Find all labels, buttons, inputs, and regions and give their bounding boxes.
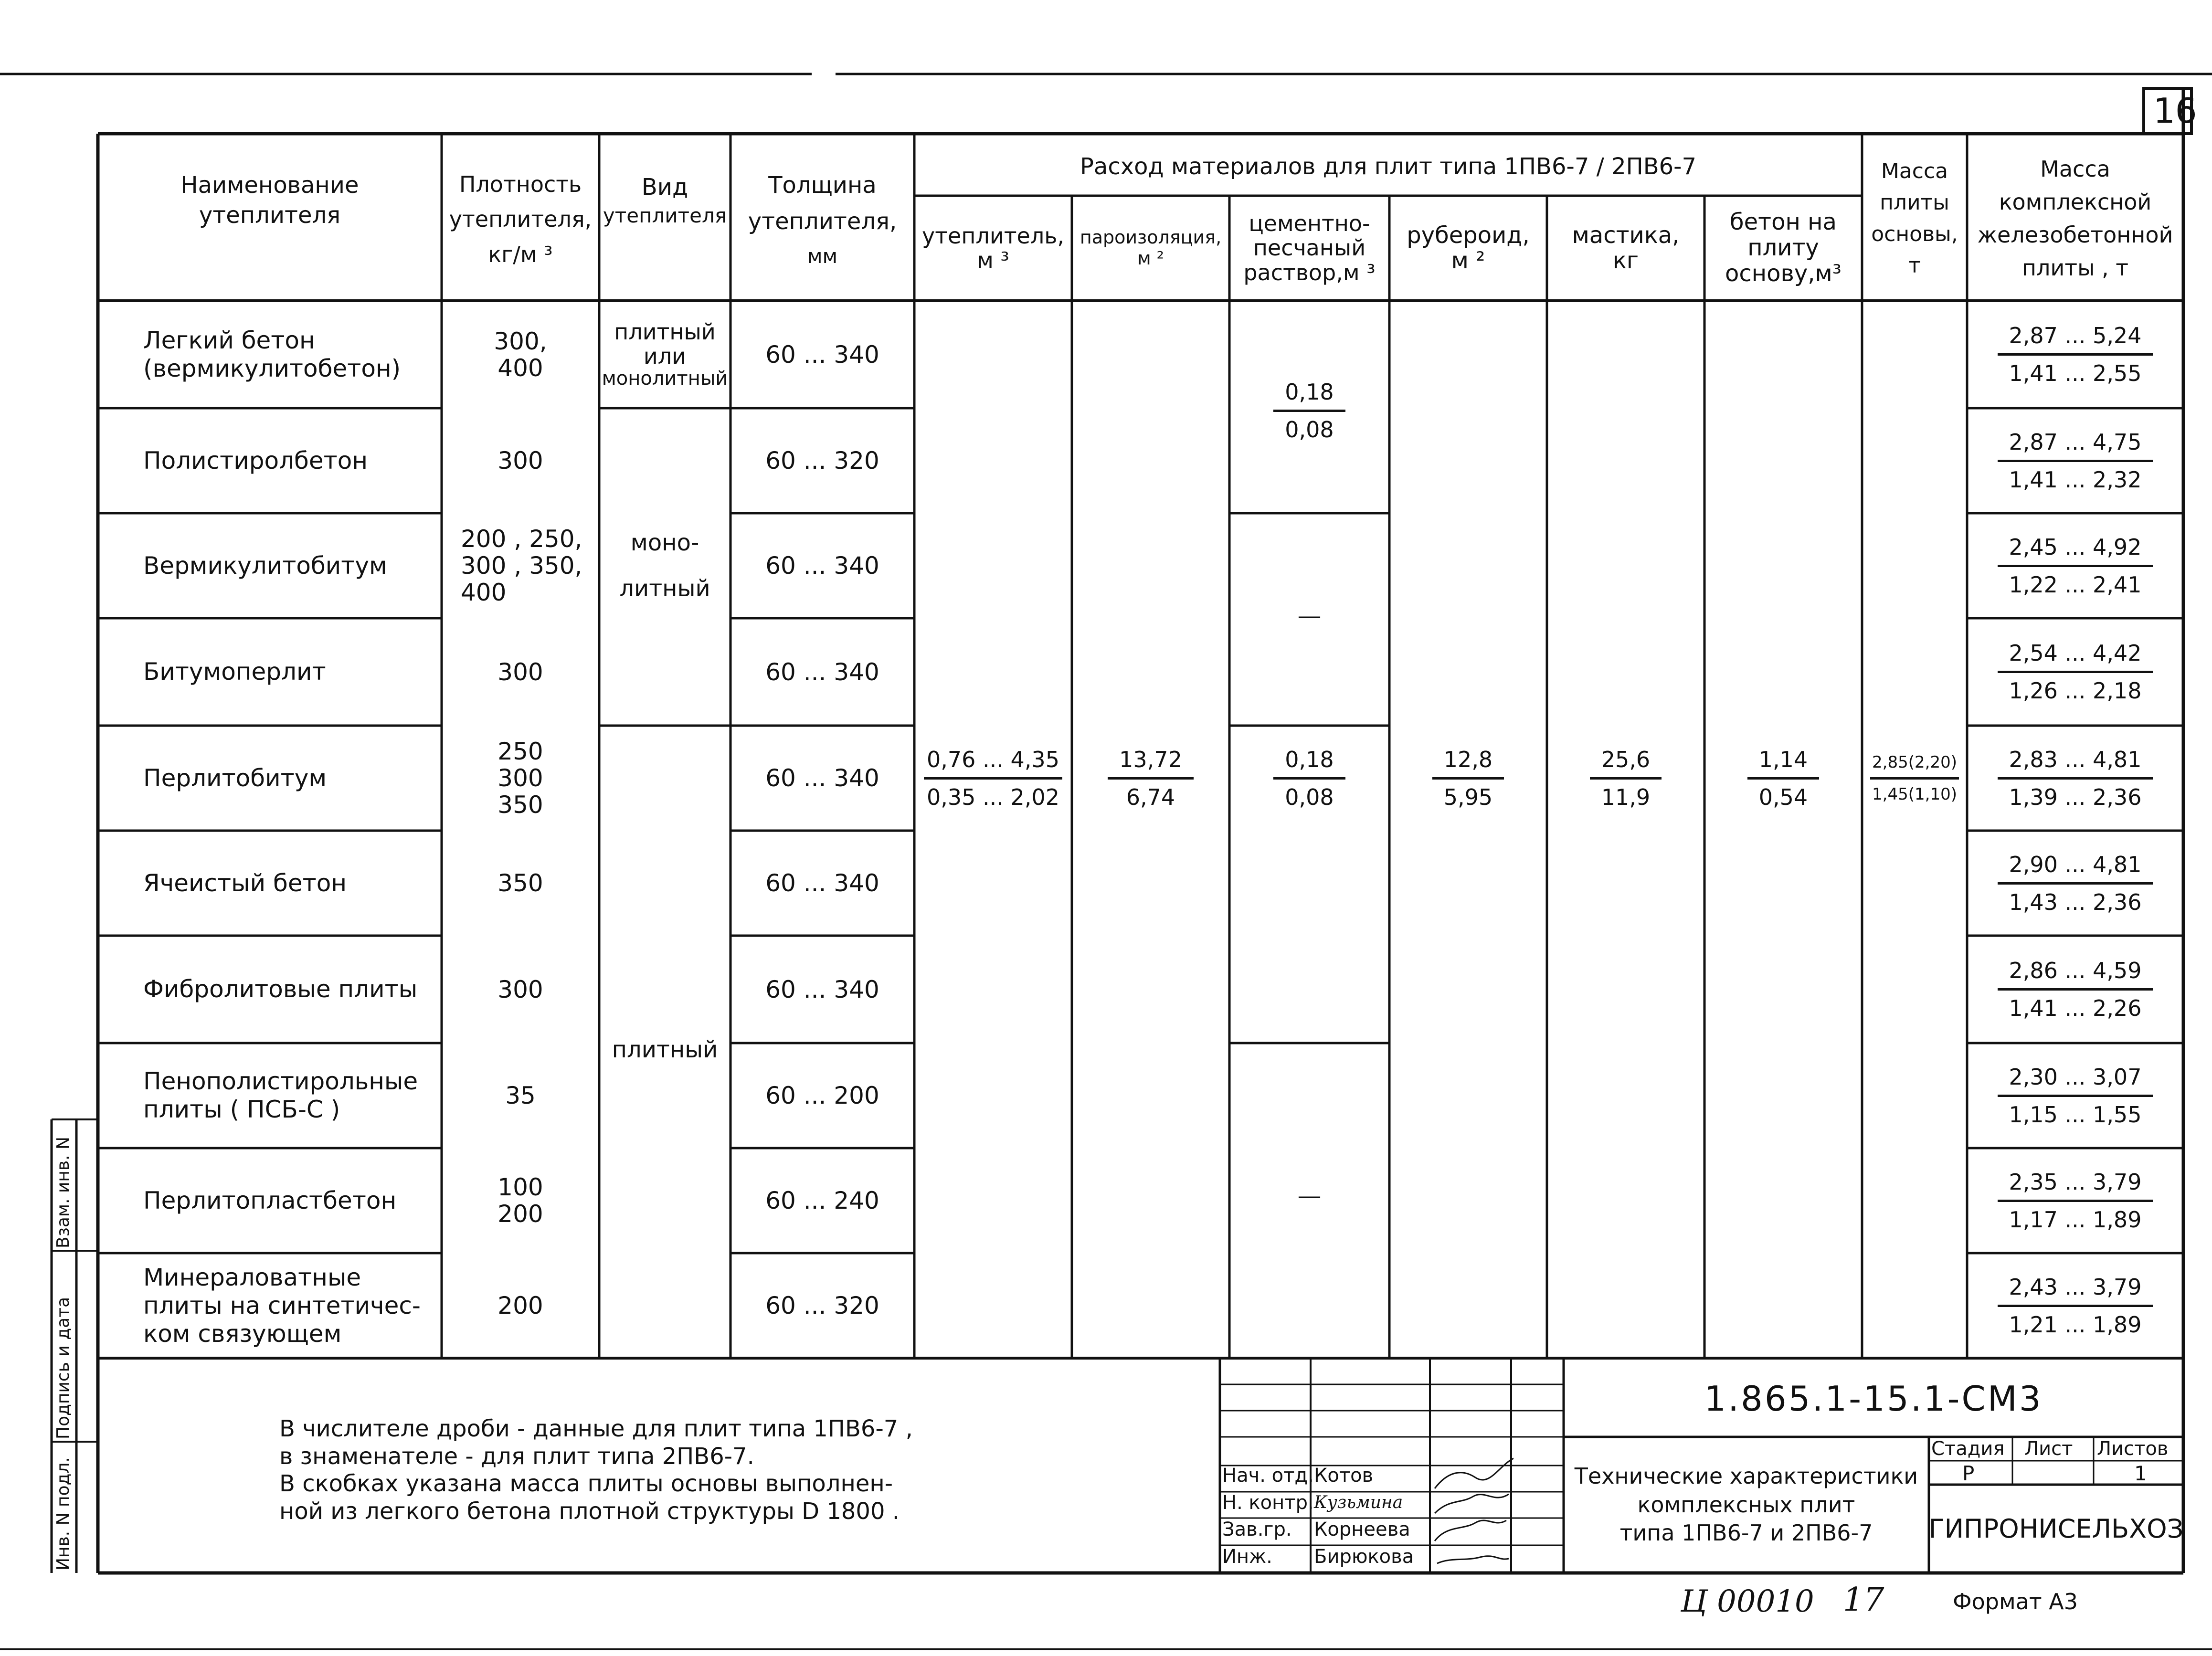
header-mastic: мастика, кг: [1572, 222, 1680, 274]
ruberoid-area: $\frac{12,8}{5,95}$: [1389, 726, 1547, 831]
row-name: Ячеистый бетон: [143, 869, 347, 897]
signer-name: Бирюкова: [1314, 1546, 1414, 1568]
sheets-label: Листов: [2097, 1438, 2169, 1460]
row-name: Полистиролбетон: [143, 446, 368, 475]
mortar-volume-top: $\frac{0,18}{0,08}$: [1229, 363, 1389, 458]
header-ruberoid: рубероид, м ²: [1407, 222, 1530, 274]
side-label-replacement-inv: Взам. инв. N: [53, 1137, 73, 1248]
row-complex-mass: $\frac{2,90 ... 4,81}{1,43 ... 2,36}$: [1967, 831, 2183, 936]
signer-name: Корнеева: [1314, 1519, 1410, 1540]
row-name: Пенополистирольные плиты ( ПСБ-С ): [143, 1067, 418, 1123]
row-complex-mass: $\frac{2,35 ... 3,79}{1,17 ... 1,89}$: [1967, 1148, 2183, 1253]
row-thickness: 60 ... 340: [765, 658, 879, 686]
row-density: 350: [497, 869, 543, 897]
row-density: 250 300 350: [497, 738, 543, 819]
row-density: 300: [497, 658, 543, 686]
signer-role: Зав.гр.: [1222, 1519, 1292, 1540]
row-density: 300: [497, 975, 543, 1003]
format-label: Формат А3: [1953, 1589, 2078, 1614]
mortar-dash-1: —: [1297, 602, 1322, 630]
organization-name: ГИПРОНИСЕЛЬХОЗ: [1928, 1514, 2184, 1544]
row-density: 300: [497, 447, 543, 475]
header-mortar: цементно- песчаный раствор,м ³: [1243, 210, 1376, 285]
header-name: Наименование утеплителя: [180, 171, 359, 229]
row-complex-mass: $\frac{2,87 ... 4,75}{1,41 ... 2,32}$: [1967, 408, 2183, 513]
row-thickness: 60 ... 340: [765, 552, 879, 580]
header-type: Вид утеплителя: [603, 173, 727, 227]
row-thickness: 60 ... 320: [765, 447, 879, 475]
row-name: Перлитобитум: [143, 764, 327, 792]
sheet-label: Лист: [2024, 1438, 2073, 1460]
side-label-signature-date: Подпись и дата: [53, 1297, 73, 1439]
header-density: Плотность утеплителя, кг/м ³: [449, 171, 592, 267]
row-name: Вермикулитобитум: [143, 551, 387, 580]
row-density: 200: [497, 1292, 543, 1319]
row-density: 200 , 250, 300 , 350, 400: [461, 525, 582, 606]
row-complex-mass: $\frac{2,87 ... 5,24}{1,41 ... 2,55}$: [1967, 301, 2183, 408]
footnote: В числителе дроби - данные для плит типа 1ПВ6-7 , в знаменателе - для плит типа 2ПВ6-7. В скобках указана масса плиты основы выполнен- ной из легкого бетона плотной структуры D 1800 .: [279, 1415, 913, 1525]
row-thickness: 60 ... 340: [765, 764, 879, 792]
vapor-barrier-area: $\frac{13,72}{6,74}$: [1072, 726, 1229, 831]
stage-value: Р: [1962, 1462, 1975, 1485]
row-complex-mass: $\frac{2,86 ... 4,59}{1,41 ... 2,26}$: [1967, 936, 2183, 1043]
row-complex-mass: $\frac{2,83 ... 4,81}{1,39 ... 2,36}$: [1967, 726, 2183, 831]
signer-name: Котов: [1314, 1465, 1374, 1487]
document-title: Технические характеристики комплексных плит типа 1ПВ6-7 и 2ПВ6-7: [1574, 1463, 1918, 1546]
signer-role: Н. контр.: [1222, 1492, 1314, 1514]
row-complex-mass: $\frac{2,30 ... 3,07}{1,15 ... 1,55}$: [1967, 1043, 2183, 1148]
row-thickness: 60 ... 200: [765, 1082, 879, 1109]
row-density: 300, 400: [494, 327, 547, 382]
row-name: Битумоперлит: [143, 658, 326, 686]
header-concrete: бетон на плиту основу,м³: [1725, 209, 1842, 287]
page-number: 17: [1843, 1581, 1884, 1619]
header-insulation: утеплитель, м ³: [922, 223, 1064, 273]
row-density: 35: [505, 1082, 536, 1109]
row-thickness: 60 ... 340: [765, 340, 879, 369]
row-name: Минераловатные плиты на синтетичес- ком связующем: [143, 1263, 421, 1348]
header-vapor: пароизоляция, м ²: [1080, 227, 1222, 269]
row-complex-mass: $\frac{2,54 ... 4,42}{1,26 ... 2,18}$: [1967, 618, 2183, 726]
row-name: Легкий бетон (вермикулитобетон): [143, 326, 401, 382]
archive-number: Ц 00010: [1681, 1584, 1814, 1619]
type-group-plate-or-monolith: плитный или монолитный: [602, 318, 728, 390]
insulation-volume: $\frac{0,76 ... 4,35}{0,35 ... 2,02}$: [914, 726, 1072, 831]
side-label-inv-original: Инв. N подл.: [53, 1457, 73, 1571]
signatures: [1435, 1458, 1513, 1563]
concrete-volume: $\frac{1,14}{0,54}$: [1704, 726, 1862, 831]
row-complex-mass: $\frac{2,45 ... 4,92}{1,22 ... 2,41}$: [1967, 513, 2183, 618]
header-complex-mass: Масса комплексной железобетонной плиты , т: [1977, 156, 2173, 281]
row-density: 100 200: [497, 1173, 543, 1228]
row-thickness: 60 ... 340: [765, 975, 879, 1003]
signer-role: Нач. отд.: [1222, 1465, 1314, 1487]
mortar-dash-2: —: [1297, 1182, 1322, 1210]
document-code: 1.865.1-15.1-СМ3: [1704, 1379, 2043, 1419]
row-thickness: 60 ... 320: [765, 1292, 879, 1319]
sheets-value: 1: [2134, 1462, 2147, 1485]
row-complex-mass: $\frac{2,43 ... 3,79}{1,21 ... 1,89}$: [1967, 1253, 2183, 1358]
header-thickness: Толщина утеплителя, мм: [748, 171, 897, 268]
sheet-number: 16: [2153, 91, 2197, 131]
type-group-plate: плитный: [612, 1036, 718, 1064]
row-name: Перлитопластбетон: [143, 1186, 397, 1214]
mortar-volume-mid: $\frac{0,18}{0,08}$: [1229, 726, 1389, 831]
row-name: Фибролитовые плиты: [143, 975, 418, 1003]
header-consumption-title: Расход материалов для плит типа 1ПВ6-7 / 2ПВ6-7: [1080, 153, 1697, 180]
signer-name: Кузьмина: [1314, 1493, 1403, 1512]
base-plate-mass: $\frac{2,85(2,20)}{1,45(1,10)}$: [1862, 726, 1967, 831]
mastic-mass: $\frac{25,6}{11,9}$: [1547, 726, 1704, 831]
row-thickness: 60 ... 340: [765, 869, 879, 897]
type-group-monolith: моно- литный: [619, 529, 710, 602]
header-base-mass: Масса плиты основы, т: [1871, 158, 1958, 278]
stage-label: Стадия: [1931, 1438, 2005, 1460]
row-thickness: 60 ... 240: [765, 1187, 879, 1214]
signer-role: Инж.: [1222, 1546, 1272, 1568]
